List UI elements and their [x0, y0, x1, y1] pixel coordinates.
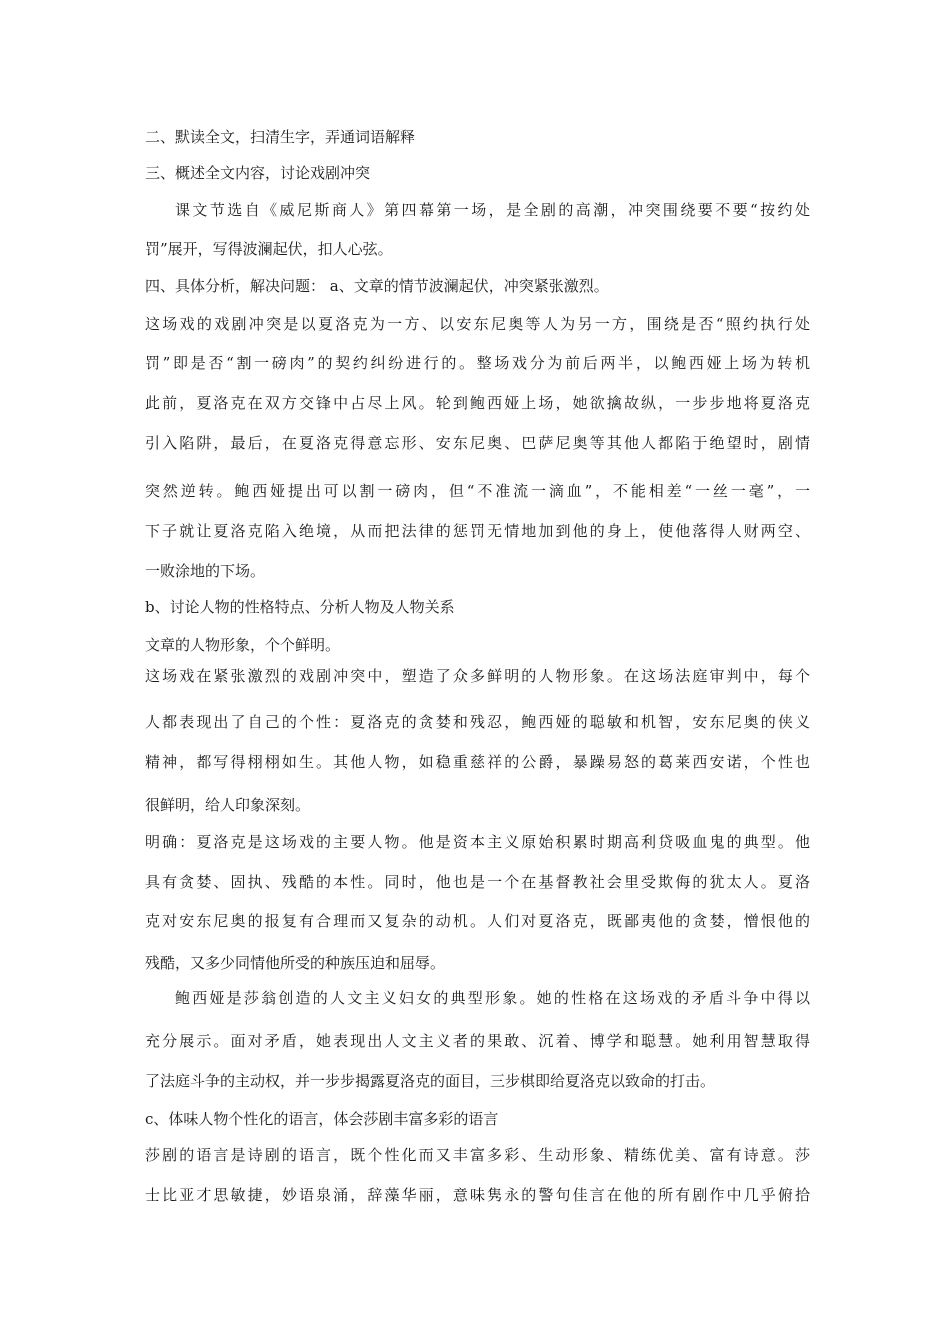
line-9: 引入陷阱，最后，在夏洛克得意忘形、安东尼奥、巴萨尼奥等其他人都陷于绝望时，剧情: [145, 434, 810, 452]
line-14: 文章的人物形象，个个鲜明。: [145, 636, 341, 654]
line-20: 具有贪婪、固执、残酷的本性。同时，他也是一个在基督教社会里受欺侮的犹太人。夏洛: [145, 873, 810, 891]
line-22: 残酷，又多少同情他所受的种族压迫和屈辱。: [145, 954, 446, 972]
line-18: 很鲜明，给人印象深刻。: [145, 796, 311, 814]
line-6: 这场戏的戏剧冲突是以夏洛克为一方、以安东尼奥等人为另一方，围绕是否“照约执行处: [145, 315, 810, 333]
line-11: 下子就让夏洛克陷入绝境，从而把法律的惩罚无情地加到他的身上，使他落得人财两空、: [145, 522, 810, 540]
line-8: 此前，夏洛克在双方交锋中占尽上风。轮到鲍西娅上场，她欲擒故纵，一步步地将夏洛克: [145, 394, 810, 412]
line-13: b、讨论人物的性格特点、分析人物及人物关系: [145, 598, 455, 616]
line-10: 突然逆转。鲍西娅提出可以割一磅肉，但“不准流一滴血”，不能相差“一丝一毫”，一: [145, 482, 810, 500]
line-12: 一败涂地的下场。: [145, 562, 266, 580]
line-1: 二、默读全文，扫清生字，弄通词语解释: [145, 128, 416, 146]
line-15: 这场戏在紧张激烈的戏剧冲突中，塑造了众多鲜明的人物形象。在这场法庭审判中，每个: [145, 667, 810, 685]
line-16: 人都表现出了自己的个性：夏洛克的贪婪和残忍，鲍西娅的聪敏和机智，安东尼奥的侠义: [145, 713, 810, 731]
line-25: 了法庭斗争的主动权，并一步步揭露夏洛克的面目，三步棋即给夏洛克以致命的打击。: [145, 1072, 716, 1090]
line-17: 精神，都写得栩栩如生。其他人物，如稳重慈祥的公爵，暴躁易怒的葛莱西安诺，个性也: [145, 753, 810, 771]
line-27: 莎剧的语言是诗剧的语言，既个性化而又丰富多彩、生动形象、精练优美、富有诗意。莎: [145, 1146, 810, 1164]
line-26: c、体味人物个性化的语言，体会莎剧丰富多彩的语言: [145, 1110, 499, 1128]
line-24: 充分展示。面对矛盾，她表现出人文主义者的果敢、沉着、博学和聪慧。她利用智慧取得: [145, 1032, 810, 1050]
line-19: 明确：夏洛克是这场戏的主要人物。他是资本主义原始积累时期高利贷吸血鬼的典型。他: [145, 833, 810, 851]
line-4: 罚”展开，写得波澜起伏，扣人心弦。: [145, 240, 393, 258]
line-2: 三、概述全文内容，讨论戏剧冲突: [145, 164, 371, 182]
line-23: 鲍西娅是莎翁创造的人文主义妇女的典型形象。她的性格在这场戏的矛盾斗争中得以: [175, 989, 810, 1007]
line-21: 克对安东尼奥的报复有合理而又复杂的动机。人们对夏洛克，既鄙夷他的贪婪，憎恨他的: [145, 912, 810, 930]
line-5: 四、具体分析，解决问题： a、文章的情节波澜起伏，冲突紧张激烈。: [145, 277, 609, 295]
line-3: 课文节选自《威尼斯商人》第四幕第一场，是全剧的高潮，冲突围绕要不要“按约处: [175, 201, 810, 219]
line-7: 罚”即是否“割一磅肉”的契约纠纷进行的。整场戏分为前后两半，以鲍西娅上场为转机: [145, 354, 810, 372]
line-28: 士比亚才思敏捷，妙语泉涌，辞藻华丽，意味隽永的警句佳言在他的所有剧作中几乎俯拾: [145, 1186, 810, 1204]
